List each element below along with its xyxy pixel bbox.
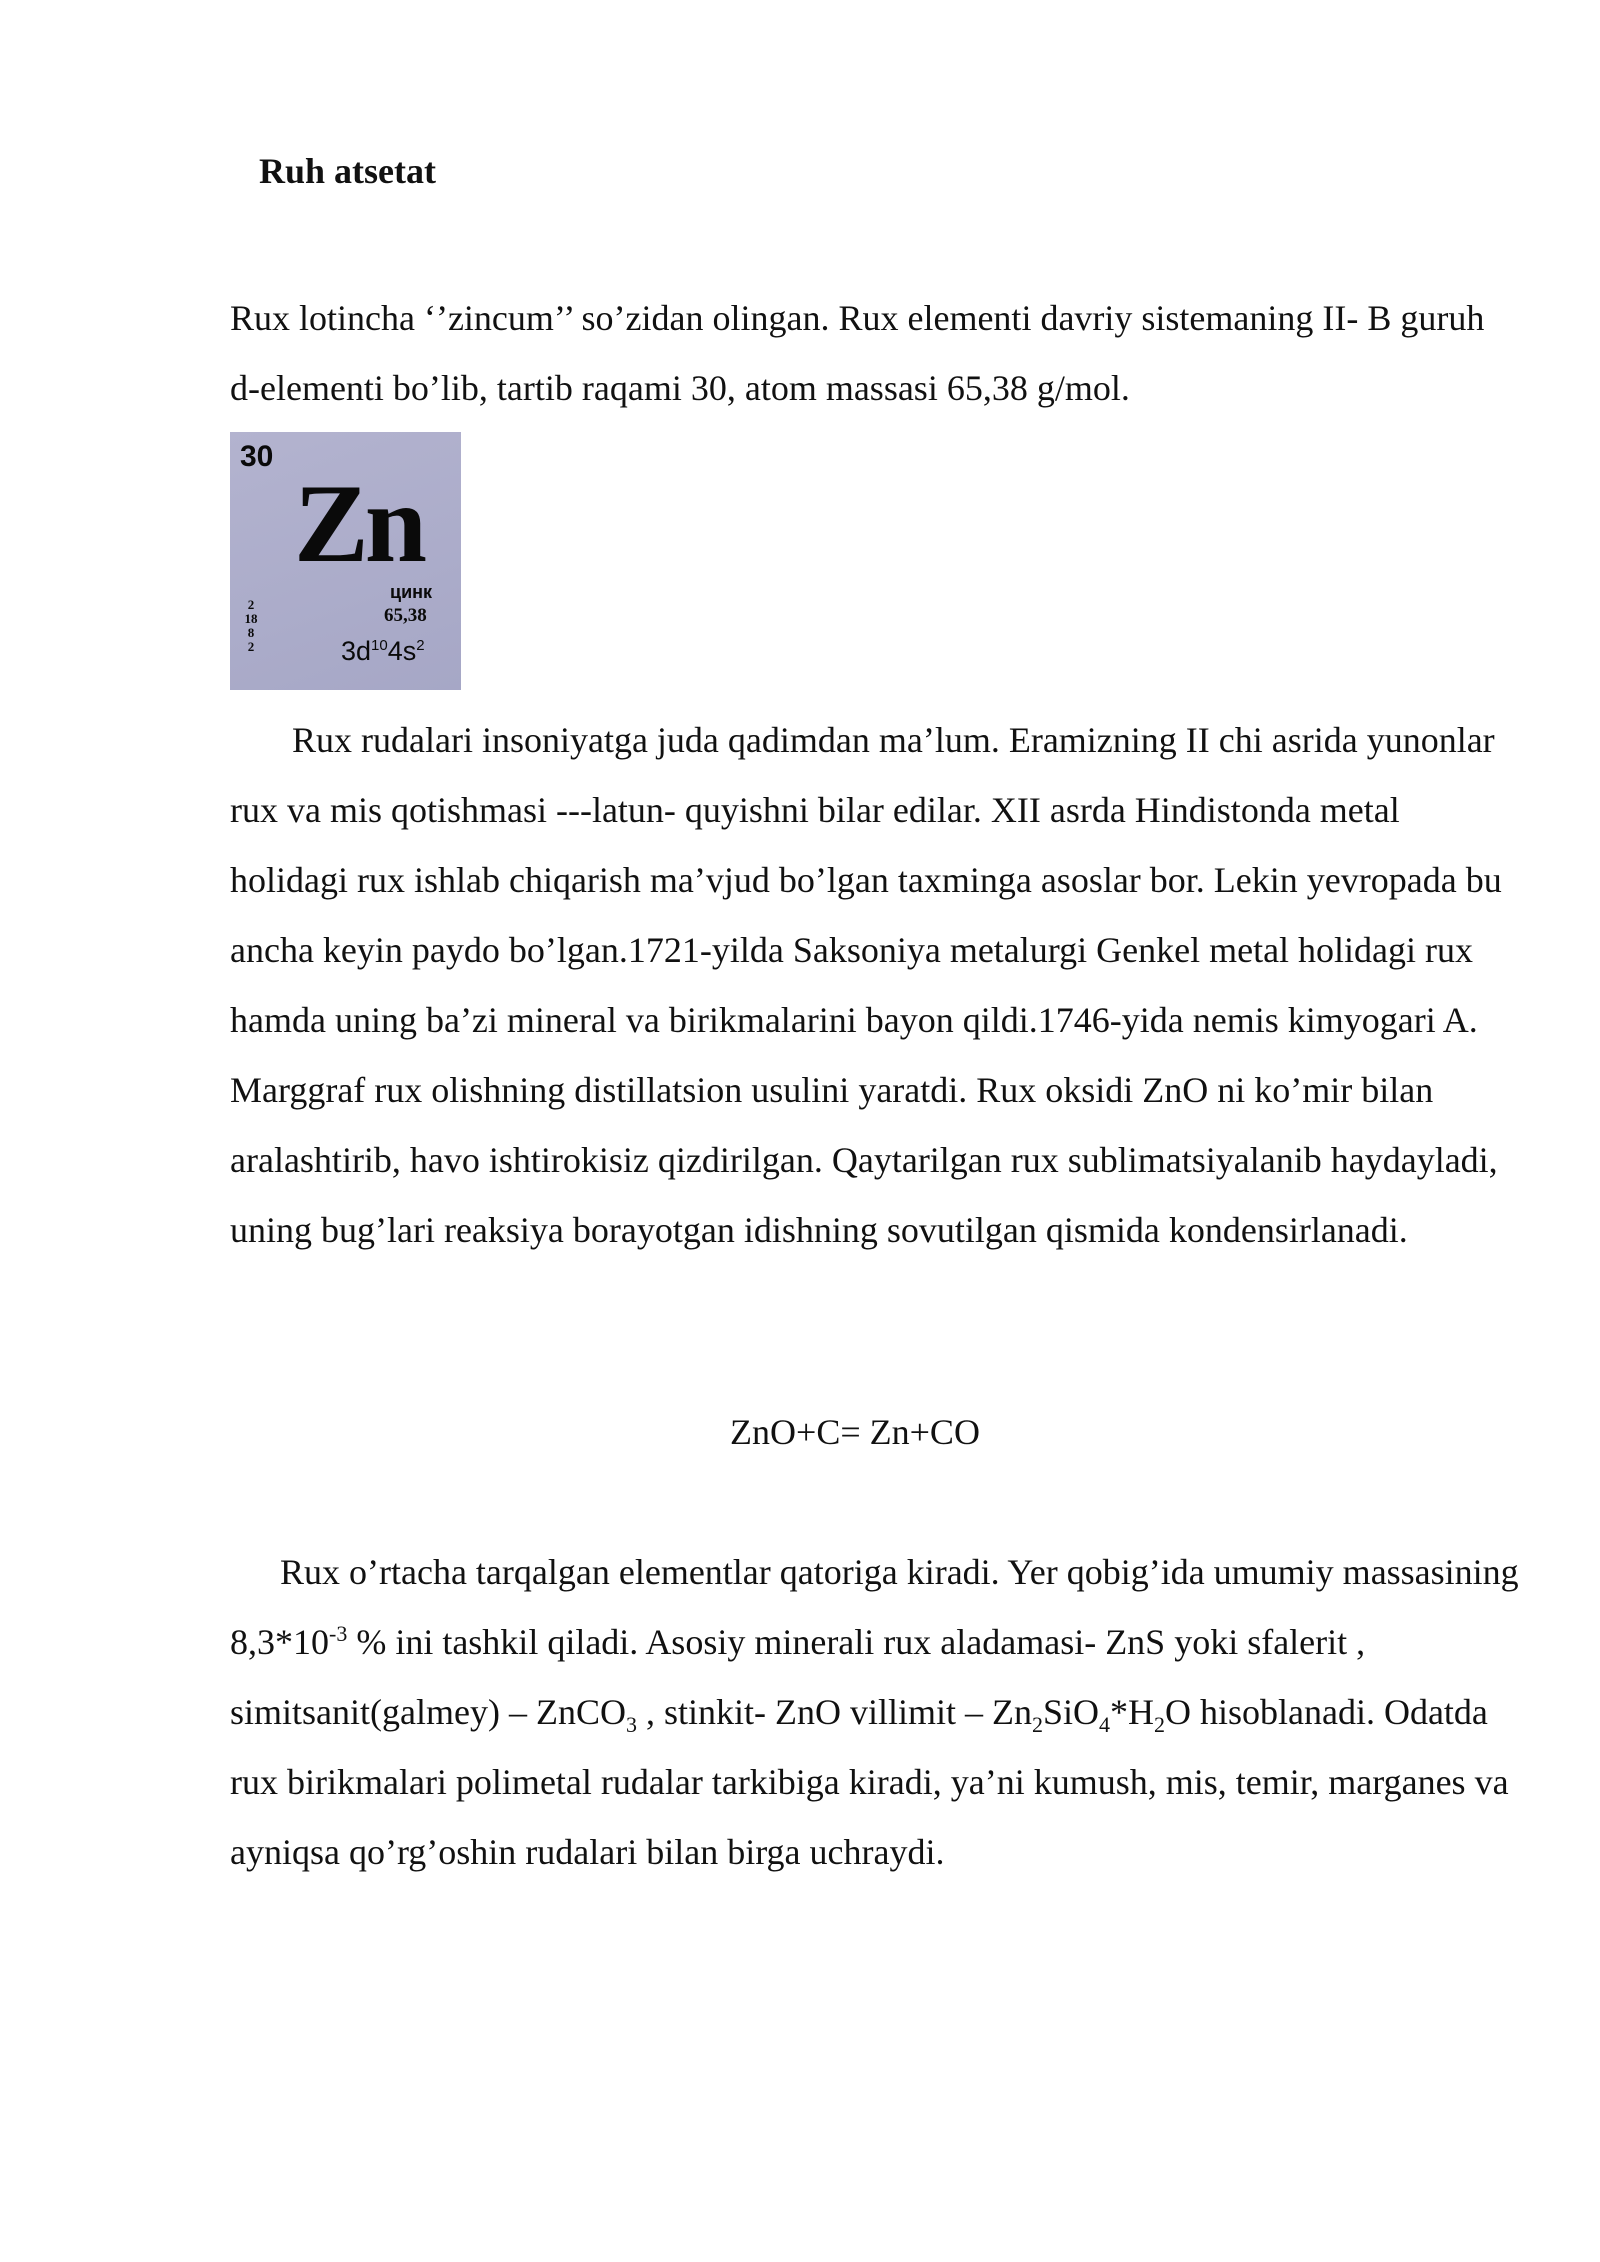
document-title: Ruh atsetat <box>259 151 436 191</box>
shell-value: 18 <box>244 611 258 626</box>
zinc-element-tile <box>230 432 461 690</box>
atomic-number: 30 <box>240 440 274 473</box>
element-name: цинк <box>390 582 433 602</box>
reaction-formula: ZnO+C= Zn+CO <box>730 1412 980 1452</box>
intro-paragraph: Rux lotincha ‘’zincum’’ so’zidan olingan. Rux elementi davriy sistemaning II- B guruh d-elementi bo’lib, tartib raqami 30, atom massasi 65,38 g/mol. <box>230 298 1485 408</box>
element-symbol: Zn <box>294 462 423 586</box>
shell-value: 2 <box>247 639 255 654</box>
shell-value: 2 <box>247 597 255 612</box>
electron-configuration: $3d^{10}4s^2$ <box>341 636 425 666</box>
abundance-paragraph: Rux o’rtacha tarqalgan elementlar qatoriga kiradi. Yer qobig’ida umumiy massasining $8,3*10^{-3}$ % ini tashkil qiladi. Asosiy minerali rux aladamasi- ZnS yoki sfalerit , simitsanit(galmey) – ZnCO$_3$ , stinkit- ZnO villimit – $Zn_2SiO_4*H_2O$ hisoblanadi. Odatda rux birikmalari polimetal rudalar tarkibiga kiradi, ya’ni kumush, mis, temir, marganes va ayniqsa qo’rg’oshin rudalari bilan birga uchraydi. <box>230 1552 1519 1872</box>
shell-value: 8 <box>247 625 255 640</box>
electron-shells <box>244 598 258 654</box>
atomic-mass: 65,38 <box>384 605 427 626</box>
history-paragraph: Rux rudalari insoniyatga juda qadimdan ma’lum. Eramizning II chi asrida yunonlar rux va mis qotishmasi ---latun- quyishni bilar edilar. XII asrda Hindistonda metal holidagi rux ishlab chiqarish ma’vjud bo’lgan taxminga asoslar bor. Lekin yevropada bu ancha keyin paydo bo’lgan.1721-yilda Saksoniya metalurgi Genkel metal holidagi rux hamda uning ba’zi mineral va birikmalarini bayon qildi.1746-yida nemis kimyogari A. Marggraf rux olishning distillatsion usulini yaratdi. Rux oksidi ZnO ni ko’mir bilan aralashtirib, havo ishtirokisiz qizdirilgan. Qaytarilgan rux sublimatsiyalanib haydayladi, uning bug’lari reaksiya borayotgan idishning sovutilgan qismida kondensirlanadi. <box>230 720 1502 1250</box>
